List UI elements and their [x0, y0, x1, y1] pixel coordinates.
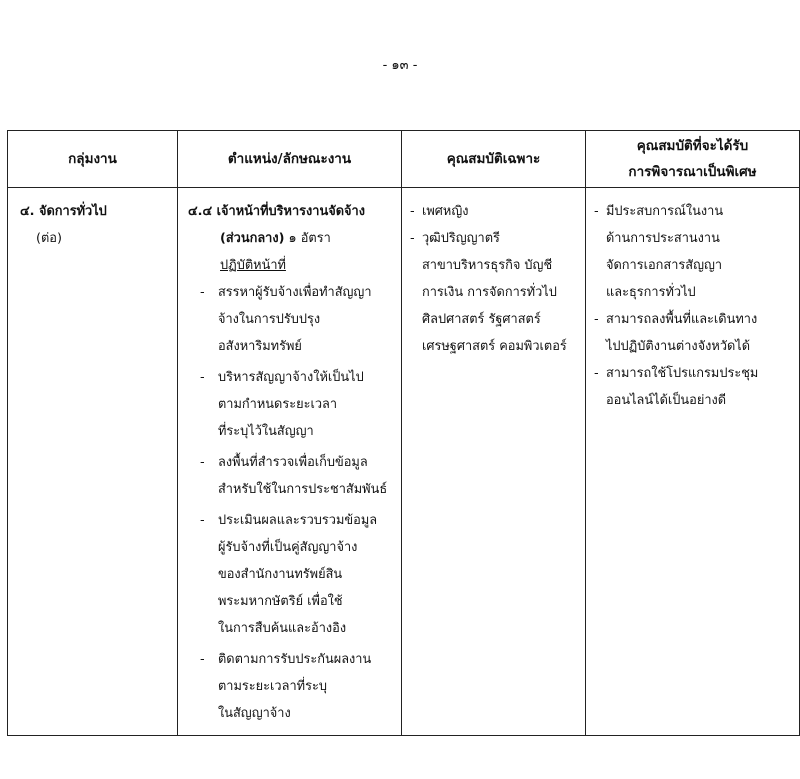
list-item-line: - เพศหญิง — [422, 204, 469, 219]
list-item — [592, 360, 793, 414]
job-table-wrapper — [7, 130, 800, 736]
group-continued: (ต่อ) — [36, 231, 62, 246]
page-number: - ๑๓ - — [382, 58, 418, 73]
position-subtitle — [184, 225, 395, 252]
position-title: ๔.๔ เจ้าหน้าที่บริหารงานจัดจ้าง — [188, 204, 365, 219]
list-item-line: สำหรับใช้ในการประชาสัมพันธ์ — [218, 482, 388, 497]
list-item-line: - บริหารสัญญาจ้างให้เป็นไป — [218, 370, 364, 385]
list-item-line: และธุรการทั่วไป — [606, 285, 696, 300]
list-item-line: ออนไลน์ได้เป็นอย่างดี — [606, 393, 727, 408]
list-item — [408, 198, 579, 225]
list-item-line: - สามารถใช้โปรแกรมประชุม — [606, 366, 759, 381]
cell-preferred-qualifications — [586, 188, 800, 736]
list-item-line: ด้านการประสานงาน — [606, 231, 720, 246]
list-item-line: - วุฒิปริญญาตรี — [422, 231, 500, 246]
list-item-line: ในสัญญาจ้าง — [218, 706, 291, 721]
list-item-line: ตามระยะเวลาที่ระบุ — [218, 679, 327, 694]
qualifications-list — [408, 198, 579, 360]
list-item — [184, 279, 395, 360]
preferred-list — [592, 198, 793, 414]
header-position — [178, 131, 402, 188]
list-item-line: - ประเมินผลและรวบรวมข้อมูล — [218, 513, 378, 528]
list-item-line: ตามกำหนดระยะเวลา — [218, 397, 338, 412]
cell-position — [178, 188, 402, 736]
list-item-line: - สรรหาผู้รับจ้างเพื่อทำสัญญา — [218, 285, 372, 300]
cell-work-group — [8, 188, 178, 736]
list-item-line: พระมหากษัตริย์ เพื่อใช้ — [218, 594, 343, 609]
list-item-line: เศรษฐศาสตร์ คอมพิวเตอร์ — [422, 339, 567, 354]
list-item-line: สาขาบริหารธุรกิจ บัญชี — [422, 258, 553, 273]
list-item — [184, 507, 395, 642]
list-item-line: - ลงพื้นที่สำรวจเพื่อเก็บข้อมูล — [218, 455, 368, 470]
header-line: การพิจารณาเป็นพิเศษ — [628, 164, 757, 180]
list-item-line: ในการสืบค้นและอ้างอิง — [218, 621, 347, 636]
job-table — [7, 130, 800, 736]
list-item-line: ที่ระบุไว้ในสัญญา — [218, 424, 314, 439]
cell-qualifications — [402, 188, 586, 736]
list-item — [408, 225, 579, 360]
duties-heading: ปฏิบัติหน้าที่ — [220, 258, 286, 273]
list-item — [592, 306, 793, 360]
group-title: ๔. จัดการทั่วไป — [20, 204, 107, 219]
list-item-line: การเงิน การจัดการทั่วไป — [422, 285, 557, 300]
list-item-line: ผู้รับจ้างที่เป็นคู่สัญญาจ้าง — [218, 540, 358, 555]
header-preferred-qualifications — [586, 131, 800, 188]
list-item-line: อสังหาริมทรัพย์ — [218, 339, 302, 354]
table-row — [8, 188, 800, 736]
list-item-line: - ติดตามการรับประกันผลงาน — [218, 652, 372, 667]
duties-list — [184, 279, 395, 727]
header-row — [8, 131, 800, 188]
list-item — [592, 198, 793, 306]
header-work-group — [8, 131, 178, 188]
header-line: กลุ่มงาน — [68, 151, 117, 167]
list-item — [184, 364, 395, 445]
header-line: ตำแหน่ง/ลักษณะงาน — [227, 151, 352, 167]
list-item-line: ศิลปศาสตร์ รัฐศาสตร์ — [422, 312, 541, 327]
list-item-line: - มีประสบการณ์ในงาน — [606, 204, 724, 219]
header-line: คุณสมบัติเฉพาะ — [446, 151, 541, 167]
position-unit: (ส่วนกลาง) — [220, 231, 285, 246]
header-line: คุณสมบัติที่จะได้รับ — [636, 138, 749, 154]
list-item — [184, 449, 395, 503]
list-item-line: ไปปฏิบัติงานต่างจังหวัดได้ — [606, 339, 751, 354]
position-count: ๑ อัตรา — [284, 231, 331, 246]
list-item-line: จัดการเอกสารสัญญา — [606, 258, 723, 273]
list-item-line: จ้างในการปรับปรุง — [218, 312, 321, 327]
list-item-line: - สามารถลงพื้นที่และเดินทาง — [606, 312, 758, 327]
list-item — [184, 646, 395, 727]
header-qualifications — [402, 131, 586, 188]
list-item-line: ของสำนักงานทรัพย์สิน — [218, 567, 343, 582]
